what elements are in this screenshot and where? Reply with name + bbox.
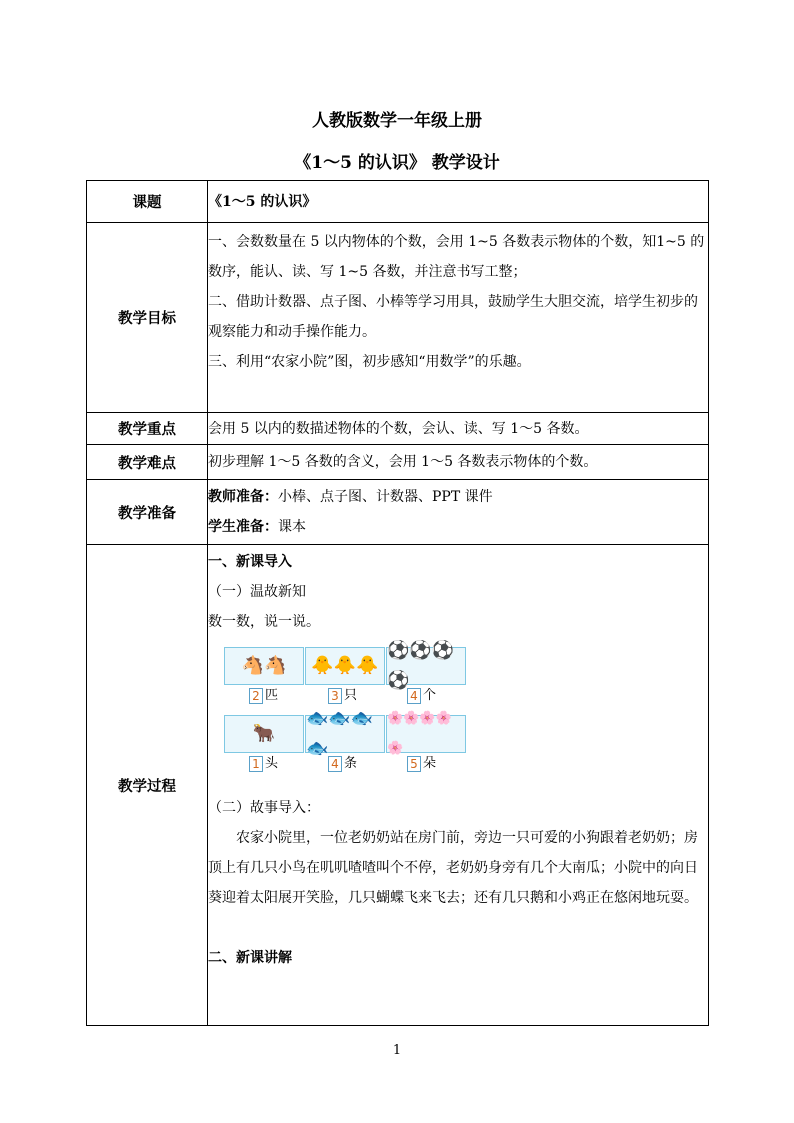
row-difficulty (87, 445, 709, 480)
goal-3: 三、利用“农家小院”图，初步感知“用数学”的乐趣。 (208, 354, 531, 370)
unit-label: 朵 (422, 756, 436, 771)
unit-label: 条 (343, 756, 357, 771)
story-text: 农家小院里，一位老奶奶站在房门前，旁边一只可爱的小狗跟着老奶奶；房顶上有几只小鸟在叽叽喳喳叫个不停，老奶奶身旁有几个大南瓜；小院中的向日葵迎着太阳展开笑脸，几只蝴蝶飞来飞去；还有几只鹅和小鸡正在悠闲地玩耍。 (208, 830, 698, 906)
caption-fish (303, 753, 382, 775)
value-prep (208, 480, 709, 545)
row-goals (87, 223, 709, 413)
figure-balls: ⚽⚽⚽⚽ (386, 647, 466, 685)
unit-label: 匹 (264, 688, 278, 703)
count-prompt: 数一数，说一说。 (208, 614, 320, 630)
count-figure-row-1 (224, 640, 708, 691)
unit-label: 只 (343, 688, 357, 703)
count-caption-row-1 (224, 685, 708, 707)
label-difficulty: 教学难点 (87, 445, 208, 480)
teacher-prep-label: 教师准备： (208, 489, 278, 505)
figure-ducks: 🐥🐥🐥 (305, 647, 385, 685)
lesson-plan-table (86, 180, 709, 1026)
student-prep-label: 学生准备： (208, 519, 278, 535)
figure-ox: 🐂 (224, 715, 304, 753)
value-topic: 《1～5 的认识》 (208, 181, 709, 223)
row-key (87, 413, 709, 445)
count-number-box: 4 (407, 688, 421, 704)
count-number-box: 3 (328, 688, 342, 704)
figure-fish: 🐟🐟🐟🐟 (305, 715, 385, 753)
count-number-box: 5 (407, 756, 421, 772)
goal-1: 一、会数数量在 5 以内物体的个数，会用 1~5 各数表示物体的个数，知1~5 的数序，能认、读、写 1~5 各数，并注意书写工整； (208, 234, 705, 280)
caption-horses (224, 685, 303, 707)
unit-label: 头 (264, 756, 278, 771)
caption-ox (224, 753, 303, 775)
label-goals: 教学目标 (87, 223, 208, 413)
goal-2: 二、借助计数器、点子图、小棒等学习用具，鼓励学生大胆交流，培学生初步的观察能力和动手操作能力。 (208, 294, 698, 340)
sub-review: （一）温故新知 (208, 584, 306, 600)
count-caption-row-2 (224, 753, 708, 775)
section-lecture: 二、新课讲解 (208, 950, 292, 966)
sub-story: （二）故事导入： (208, 800, 320, 816)
student-prep-value: 课本 (278, 519, 306, 535)
row-process (87, 545, 709, 1026)
count-number-box: 2 (249, 688, 263, 704)
figure-flowers: 🌸🌸🌸🌸🌸 (386, 715, 466, 753)
value-goals (208, 223, 709, 413)
teacher-prep-value: 小棒、点子图、计数器、PPT 课件 (278, 489, 493, 505)
label-key: 教学重点 (87, 413, 208, 445)
count-number-box: 4 (328, 756, 342, 772)
count-number-box: 1 (249, 756, 263, 772)
row-prep (87, 480, 709, 545)
section-intro: 一、新课导入 (208, 554, 292, 570)
value-key: 会用 5 以内的数描述物体的个数，会认、读、写 1～5 各数。 (208, 413, 709, 445)
page-number: 1 (392, 1043, 402, 1058)
figure-horses: 🐴🐴 (224, 647, 304, 685)
label-process: 教学过程 (87, 545, 208, 1026)
row-topic (87, 181, 709, 223)
document-subtitle: 《1～5 的认识》 教学设计 (294, 153, 500, 173)
value-difficulty: 初步理解 1～5 各数的含义，会用 1～5 各数表示物体的个数。 (208, 445, 709, 480)
label-topic: 课题 (87, 181, 208, 223)
value-process (208, 545, 709, 1026)
document-title: 人教版数学一年级上册 (312, 111, 482, 131)
count-figure-row-2 (224, 708, 708, 759)
label-prep: 教学准备 (87, 480, 208, 545)
caption-flowers (382, 753, 461, 775)
unit-label: 个 (422, 688, 436, 703)
